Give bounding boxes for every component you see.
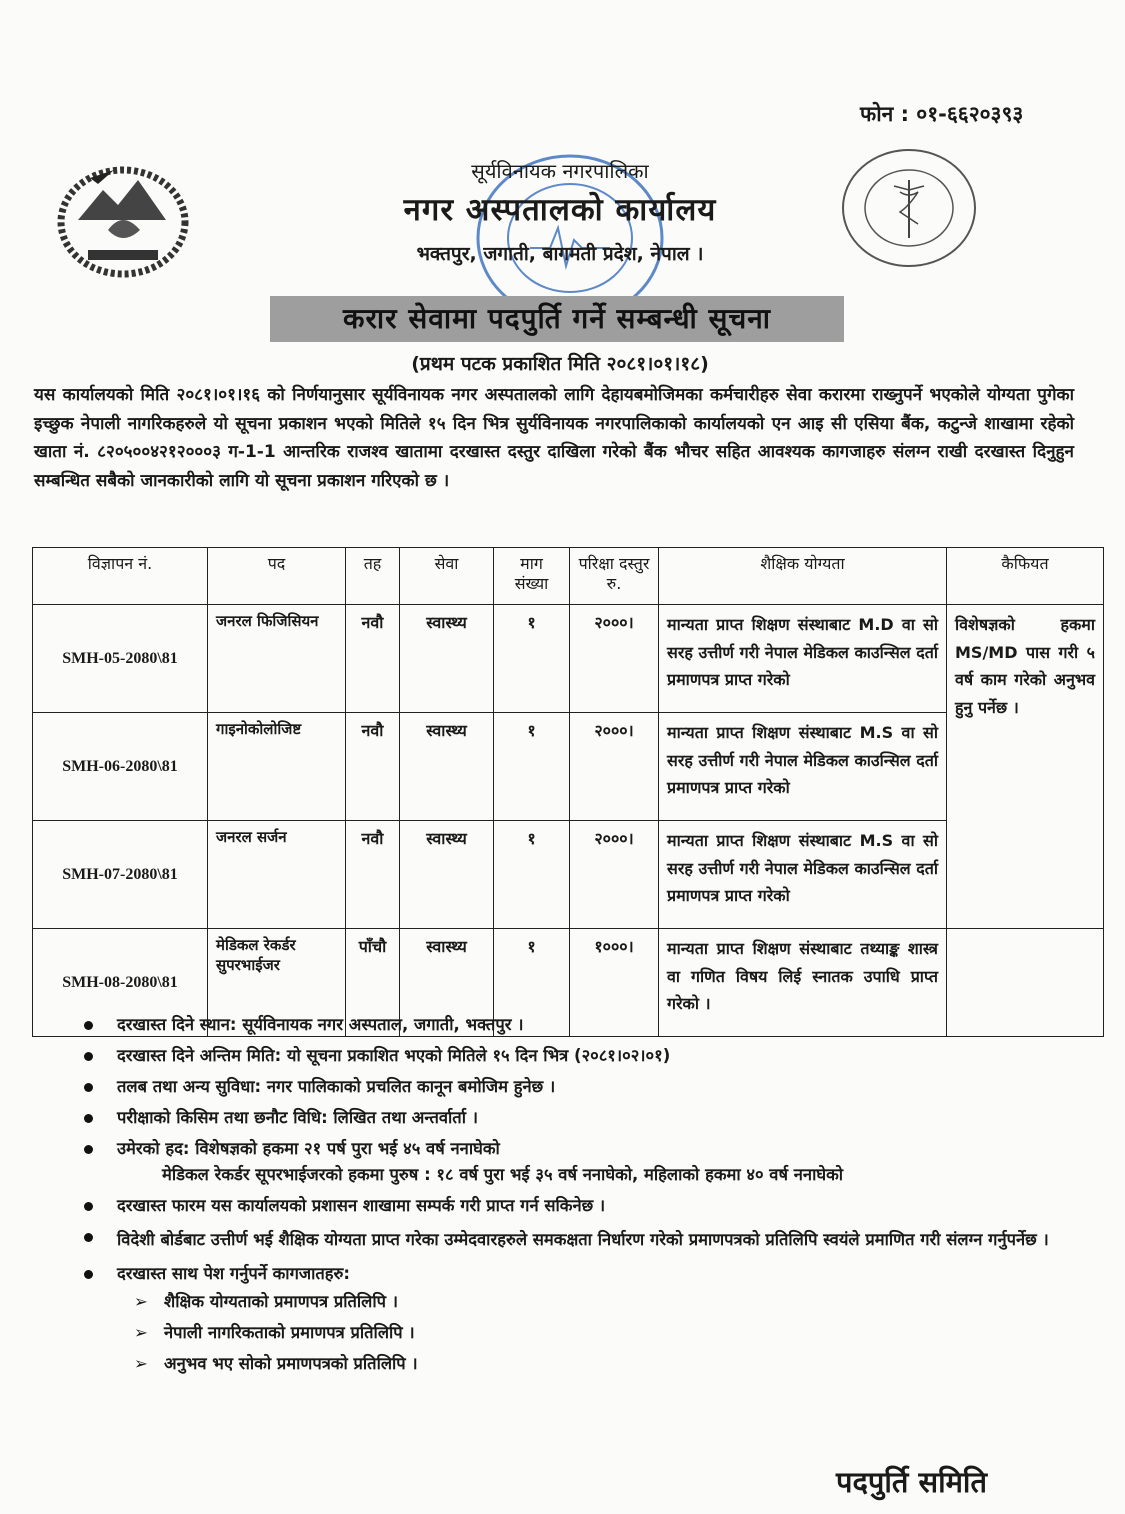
level-cell: नवौ [346,713,400,821]
qualification-cell: मान्यता प्राप्त शिक्षण संस्थाबाट M.S वा सो सरह उत्तीर्ण गरी नेपाल मेडिकल काउन्सिल दर्ता प्रमाणपत्र प्राप्त गरेको [659,713,947,821]
vacancy-table [32,547,1104,1037]
condition-text: दरखास्त दिने स्थान: सूर्यविनायक नगर अस्पताल, जगाती, भक्तपुर । [117,1015,524,1034]
demand-cell: १ [494,713,570,821]
post-cell: जनरल फिजिसियन [208,605,346,713]
list-item [84,1014,1074,1036]
conditions-list [84,1014,1074,1375]
header-service: सेवा [400,548,494,605]
qualification-cell: मान्यता प्राप्त शिक्षण संस्थाबाट M.D वा सो सरह उत्तीर्ण गरी नेपाल मेडिकल काउन्सिल दर्ता प्रमाणपत्र प्राप्त गरेको [659,605,947,713]
condition-text: तलब तथा अन्य सुविधा: नगर पालिकाको प्रचलित कानून बमोजिम हुनेछ । [117,1077,556,1096]
condition-text: दरखास्त साथ पेश गर्नुपर्ने कागजातहरु: [117,1264,351,1283]
phone-number: फोन : ०१-६६२०३९३ [860,102,1024,126]
arrow-bullet-icon: ➢ [134,1323,148,1342]
qualification-cell: मान्यता प्राप्त शिक्षण संस्थाबाट M.S वा सो सरह उत्तीर्ण गरी नेपाल मेडिकल काउन्सिल दर्ता प्रमाणपत्र प्राप्त गरेको [659,821,947,929]
list-item [84,1263,1074,1285]
fee-cell: २०००। [570,821,659,929]
post-cell: जनरल सर्जन [208,821,346,929]
nepal-emblem-icon [48,150,198,282]
header-demand: माग संख्या [494,548,570,605]
list-item [84,1138,1074,1186]
level-cell: नवौ [346,605,400,713]
bullet-dot-icon [84,1202,93,1211]
document-text: नेपाली नागरिकताको प्रमाणपत्र प्रतिलिपि । [164,1323,415,1342]
table-row [33,821,1104,929]
office-name: नगर अस्पतालको कार्यालय [403,192,717,228]
bullet-dot-icon [84,1114,93,1123]
condition-text: दरखास्त दिने अन्तिम मिति: यो सूचना प्रकाशित भएको मितिले १५ दिन भित्र (२०८१।०२।०१) [117,1046,671,1065]
list-item [84,1322,1074,1344]
header-level: तह [346,548,400,605]
fee-cell: १०००। [570,929,659,1037]
qualification-cell: मान्यता प्राप्त शिक्षण संस्थाबाट तथ्याङ्क शास्त्र वा गणित विषय लिई स्नातक उपाधि प्राप्त गरेको । [659,929,947,1037]
condition-text: दरखास्त फारम यस कार्यालयको प्रशासन शाखामा सम्पर्क गरी प्राप्त गर्न सकिनेछ । [117,1196,606,1215]
header-adv-no: विज्ञापन नं. [33,548,208,605]
adv-no-cell: SMH-07-2080\81 [33,821,208,929]
condition-text: परीक्षाको किसिम तथा छनौट विधि: लिखित तथा अन्तर्वार्ता । [117,1108,478,1127]
level-cell: पाँचौ [346,929,400,1037]
signature-committee: पदपुर्ति समिति [836,1465,987,1499]
fee-cell: २०००। [570,605,659,713]
service-cell: स्वास्थ्य [400,929,494,1037]
list-item [84,1226,1074,1254]
fee-cell: २०००। [570,713,659,821]
bullet-dot-icon [84,1083,93,1092]
demand-cell: १ [494,821,570,929]
demand-cell: १ [494,929,570,1037]
service-cell: स्वास्थ्य [400,821,494,929]
header-qualification: शैक्षिक योग्यता [659,548,947,605]
adv-no-cell: SMH-05-2080\81 [33,605,208,713]
service-cell: स्वास्थ्य [400,713,494,821]
table-row [33,605,1104,713]
demand-cell: १ [494,605,570,713]
age-note: मेडिकल रेकर्डर सूपरभाईजरको हकमा पुरुष : १८ वर्ष पुरा भई ३५ वर्ष ननाघेको, महिलाको हकमा ४० वर्ष ननाघेको [162,1165,844,1184]
arrow-bullet-icon: ➢ [134,1354,148,1373]
document-text: अनुभव भए सोको प्रमाणपत्रको प्रतिलिपि । [164,1354,418,1373]
level-cell: नवौ [346,821,400,929]
remarks-cell: विशेषज्ञको हकमा MS/MD पास गरी ५ वर्ष काम गरेको अनुभव हुनु पर्नेछ । [947,605,1104,929]
hospital-seal-icon [838,146,980,270]
office-address: भक्तपुर, जगाती, बागमती प्रदेश, नेपाल । [416,243,704,265]
condition-text: विदेशी बोर्डबाट उत्तीर्ण भई शैक्षिक योग्यता प्राप्त गरेका उम्मेदवारहरुले समकक्षता निर्धारण गरेको प्रमाणपत्रको प्रतिलिपि स्वयंले प्रमाणित गरी संलग्न गर्नुपर्नेछ । [117,1230,1049,1249]
post-cell: मेडिकल रेकर्डर सुपरभाईजर [208,929,346,1037]
list-item [84,1291,1074,1313]
condition-text: उमेरको हद: विशेषज्ञको हकमा २१ पर्ष पुरा भई ४५ वर्ष ननाघेको [117,1139,500,1158]
list-item [84,1045,1074,1067]
post-cell: गाइनोकोलोजिष्ट [208,713,346,821]
header-fee: परिक्षा दस्तुर रु. [570,548,659,605]
bullet-dot-icon [84,1145,93,1154]
service-cell: स्वास्थ्य [400,605,494,713]
bullet-dot-icon [84,1270,93,1279]
adv-no-cell: SMH-08-2080\81 [33,929,208,1037]
header-post: पद [208,548,346,605]
list-item [84,1076,1074,1098]
list-item [84,1195,1074,1217]
table-header-row [33,548,1104,605]
table-row [33,713,1104,821]
municipality-name: सूर्यविनायक नगरपालिका [471,159,649,183]
notice-title: करार सेवामा पदपुर्ति गर्ने सम्बन्धी सूचना [270,296,844,342]
bullet-dot-icon [84,1233,93,1242]
intro-paragraph: यस कार्यालयको मिति २०८१।०१।१६ को निर्णयानुसार सूर्यविनायक नगर अस्पतालको लागि देहायबमोजिमका कर्मचारीहरु सेवा करारमा राख्नुपर्ने भएकोले योग्यता पुगेका इच्छुक नेपाली नागरिकहरुले यो सूचना प्रकाशन भएको मितिले १५ दिन भित्र सुर्यविनायक नगरपालिकाको कार्यालयको एन आइ सी एसिया बैंक, कटुन्जे शाखामा रहेको खाता नं. ८२०५००४२१२०००३ ग-1-1 आन्तरिक राजश्व खातामा दरखास्त दस्तुर दाखिला गरेको बैंक भौचर सहित आवश्यक कागजाहरु संलग्न राखी दरखास्त दिनुहुन सम्बन्धित सबैको जानकारीको लागि यो सूचना प्रकाशन गरिएको छ । [34,385,1074,491]
list-item [84,1353,1074,1375]
arrow-bullet-icon: ➢ [134,1292,148,1311]
bullet-dot-icon [84,1021,93,1030]
list-item [84,1107,1074,1129]
adv-no-cell: SMH-06-2080\81 [33,713,208,821]
published-date: (प्रथम पटक प्रकाशित मिति २०८१।०१।१८) [411,353,709,375]
bullet-dot-icon [84,1052,93,1061]
document-text: शैक्षिक योग्यताको प्रमाणपत्र प्रतिलिपि । [164,1292,399,1311]
header-remarks: कैफियत [947,548,1104,605]
